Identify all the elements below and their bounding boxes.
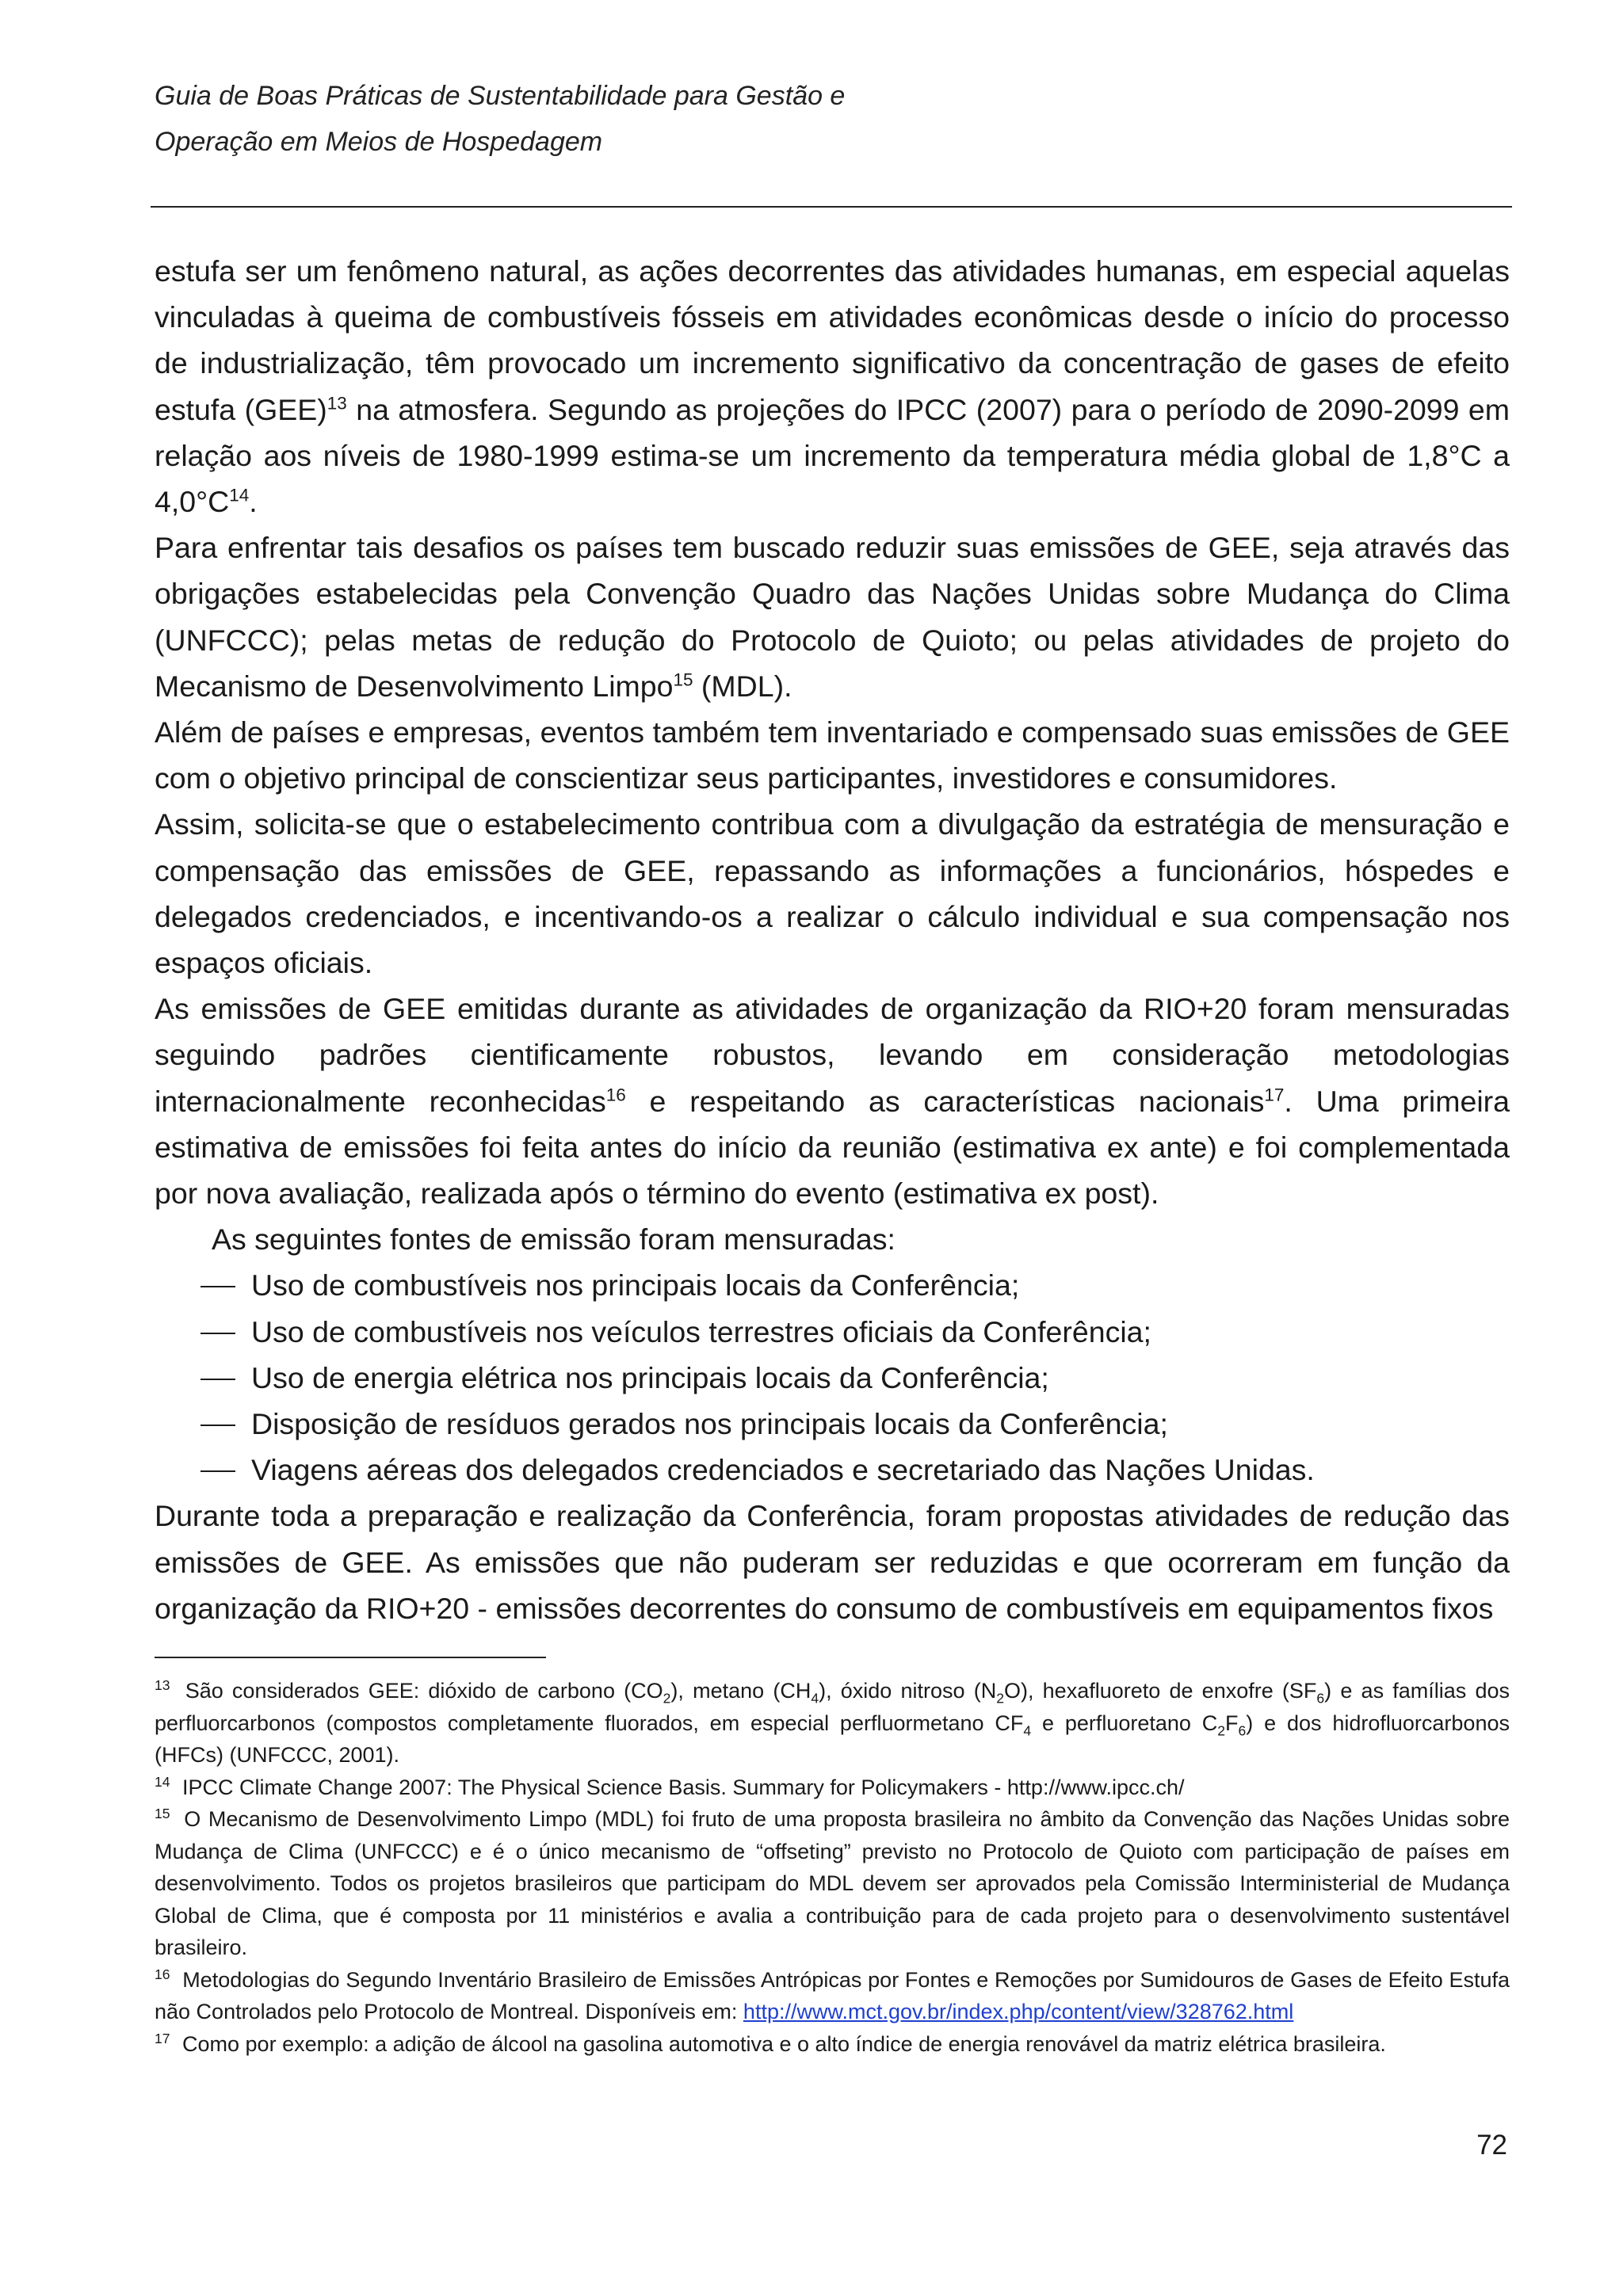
emission-sources-list (155, 1262, 1510, 1493)
paragraph-3: Além de países e empresas, eventos também tem inventariado e compensado suas emissões de GEE com o objetivo principal de conscientizar seus participantes, investidores e consumidores. (155, 715, 1510, 795)
page-number: 72 (1476, 2130, 1507, 2161)
list-item: Uso de energia elétrica nos principais locais da Conferência; (155, 1355, 1510, 1401)
footnote-16: $^{16}$ Metodologias do Segundo Inventário Brasileiro de Emissões Antrópicas por Fontes e Remoções por Sumidouros de Gases de Efeito Estufa não Controlados pelo Protocolo de Montreal. Disponíveis em: http://www.mct.gov.br/index.php/content/view/328762.html (155, 1966, 1510, 2023)
paragraph-1: estufa ser um fenômeno natural, as ações decorrentes das atividades humanas, em especial aquelas vinculadas à queima de combustíveis fósseis em atividades econômicas desde o início do processo de industrialização, têm provocado um incremento significativo da concentração de gases de efeito estufa (GEE)$^{13}$ na atmosfera. Segundo as projeções do IPCC (2007) para o período de 2090-2099 em relação aos níveis de 1980-1999 estima-se um incremento da temperatura média global de 1,8°C a $4,0^\circ C^{14}$. (155, 254, 1510, 519)
footnotes (155, 1675, 1510, 2060)
list-intro: As seguintes fontes de emissão foram mensuradas: (212, 1222, 896, 1257)
list-item: Disposição de resíduos gerados nos principais locais da Conferência; (155, 1401, 1510, 1447)
footnote-ref-17[interactable]: 17 (1264, 1085, 1285, 1105)
footnote-17: $^{17}$ Como por exemplo: a adição de álcool na gasolina automotiva e o alto índice de energia renovável da matriz elétrica brasileira. (155, 2030, 1386, 2056)
footnote-14: $^{14}$ IPCC Climate Change 2007: The Physical Science Basis. Summary for Policymakers - http://www.ipcc.ch/ (155, 1773, 1185, 1799)
header-divider (151, 206, 1512, 208)
footnote-ref-15[interactable]: 15 (673, 669, 693, 690)
header-line-2: Operação em Meios de Hospedagem (155, 127, 603, 157)
list-item: Viagens aéreas dos delegados credenciados e secretariado das Nações Unidas. (155, 1447, 1510, 1493)
paragraph-2: Para enfrentar tais desafios os países tem buscado reduzir suas emissões de GEE, seja através das obrigações estabelecidas pela Convenção Quadro das Nações Unidas sobre Mudança do Clima (UNFCCC); pelas metas de redução do Protocolo de Quioto; ou pelas atividades de projeto do Mecanismo de Desenvolvimento Limpo$^{15}$ (MDL). (155, 531, 1510, 703)
footnote-separator (155, 1657, 546, 1658)
list-item: Uso de combustíveis nos principais locais da Conferência; (155, 1262, 1510, 1308)
list-item: Uso de combustíveis nos veículos terrestres oficiais da Conferência; (155, 1309, 1510, 1355)
paragraph-5: As emissões de GEE emitidas durante as atividades de organização da RIO+20 foram mensuradas seguindo padrões cientificamente robustos, levando em consideração metodologias internacionalmente reconhecidas$^{16}$ e respeitando as características nacionais$^{17}$. Uma primeira estimativa de emissões foi feita antes do início da reunião (estimativa ex ante) e foi complementada por nova avaliação, realizada após o término do evento (estimativa ex post). (155, 992, 1510, 1211)
mct-link[interactable]: http://www.mct.gov.br/index.php/content/view/328762.html (743, 2000, 1294, 2023)
body-text (155, 248, 1510, 1631)
footnote-ref-16[interactable]: 16 (605, 1085, 626, 1105)
running-header (155, 73, 1343, 165)
header-line-1: Guia de Boas Práticas de Sustentabilidade para Gestão e (155, 81, 846, 111)
footnote-ref-13[interactable]: 13 (327, 393, 347, 414)
footnote-13: $^{13}$ São considerados GEE: dióxido de carbono $(CO_2)$, metano $(CH_4)$, óxido nitroso $(N_2O)$, hexafluoreto de enxofre $(SF_6)$ e as famílias dos perfluorcarbonos (compostos completamente fluorados, em especial perfluormetano $CF_4$ e perfluoretano $C_2F_6$) e dos hidrofluorcarbonos (HFCs) (UNFCCC, 2001). (155, 1677, 1510, 1767)
footnote-15: $^{15}$ O Mecanismo de Desenvolvimento Limpo (MDL) foi fruto de uma proposta brasileira no âmbito da Convenção das Nações Unidas sobre Mudança de Clima (UNFCCC) e é o único mecanismo de “offseting” previsto no Protocolo de Quioto com participação de países em desenvolvimento. Todos os projetos brasileiros que participam do MDL devem ser aprovados pela Comissão Interministerial de Mudança Global de Clima, que é composta por 11 ministérios e avalia a contribuição para de cada projeto para o desenvolvimento sustentável brasileiro. (155, 1806, 1510, 1959)
footnote-ref-14[interactable]: 14 (229, 485, 250, 505)
paragraph-4: Assim, solicita-se que o estabelecimento contribua com a divulgação da estratégia de mensuração e compensação das emissões de GEE, repassando as informações a funcionários, hóspedes e delegados credenciados, e incentivando-os a realizar o cálculo individual e sua compensação nos espaços oficiais. (155, 807, 1510, 980)
paragraph-6: Durante toda a preparação e realização da Conferência, foram propostas atividades de redução das emissões de GEE. As emissões que não puderam ser reduzidas e que ocorreram em função da organização da RIO+20 - emissões decorrentes do consumo de combustíveis em equipamentos fixos (155, 1499, 1510, 1625)
